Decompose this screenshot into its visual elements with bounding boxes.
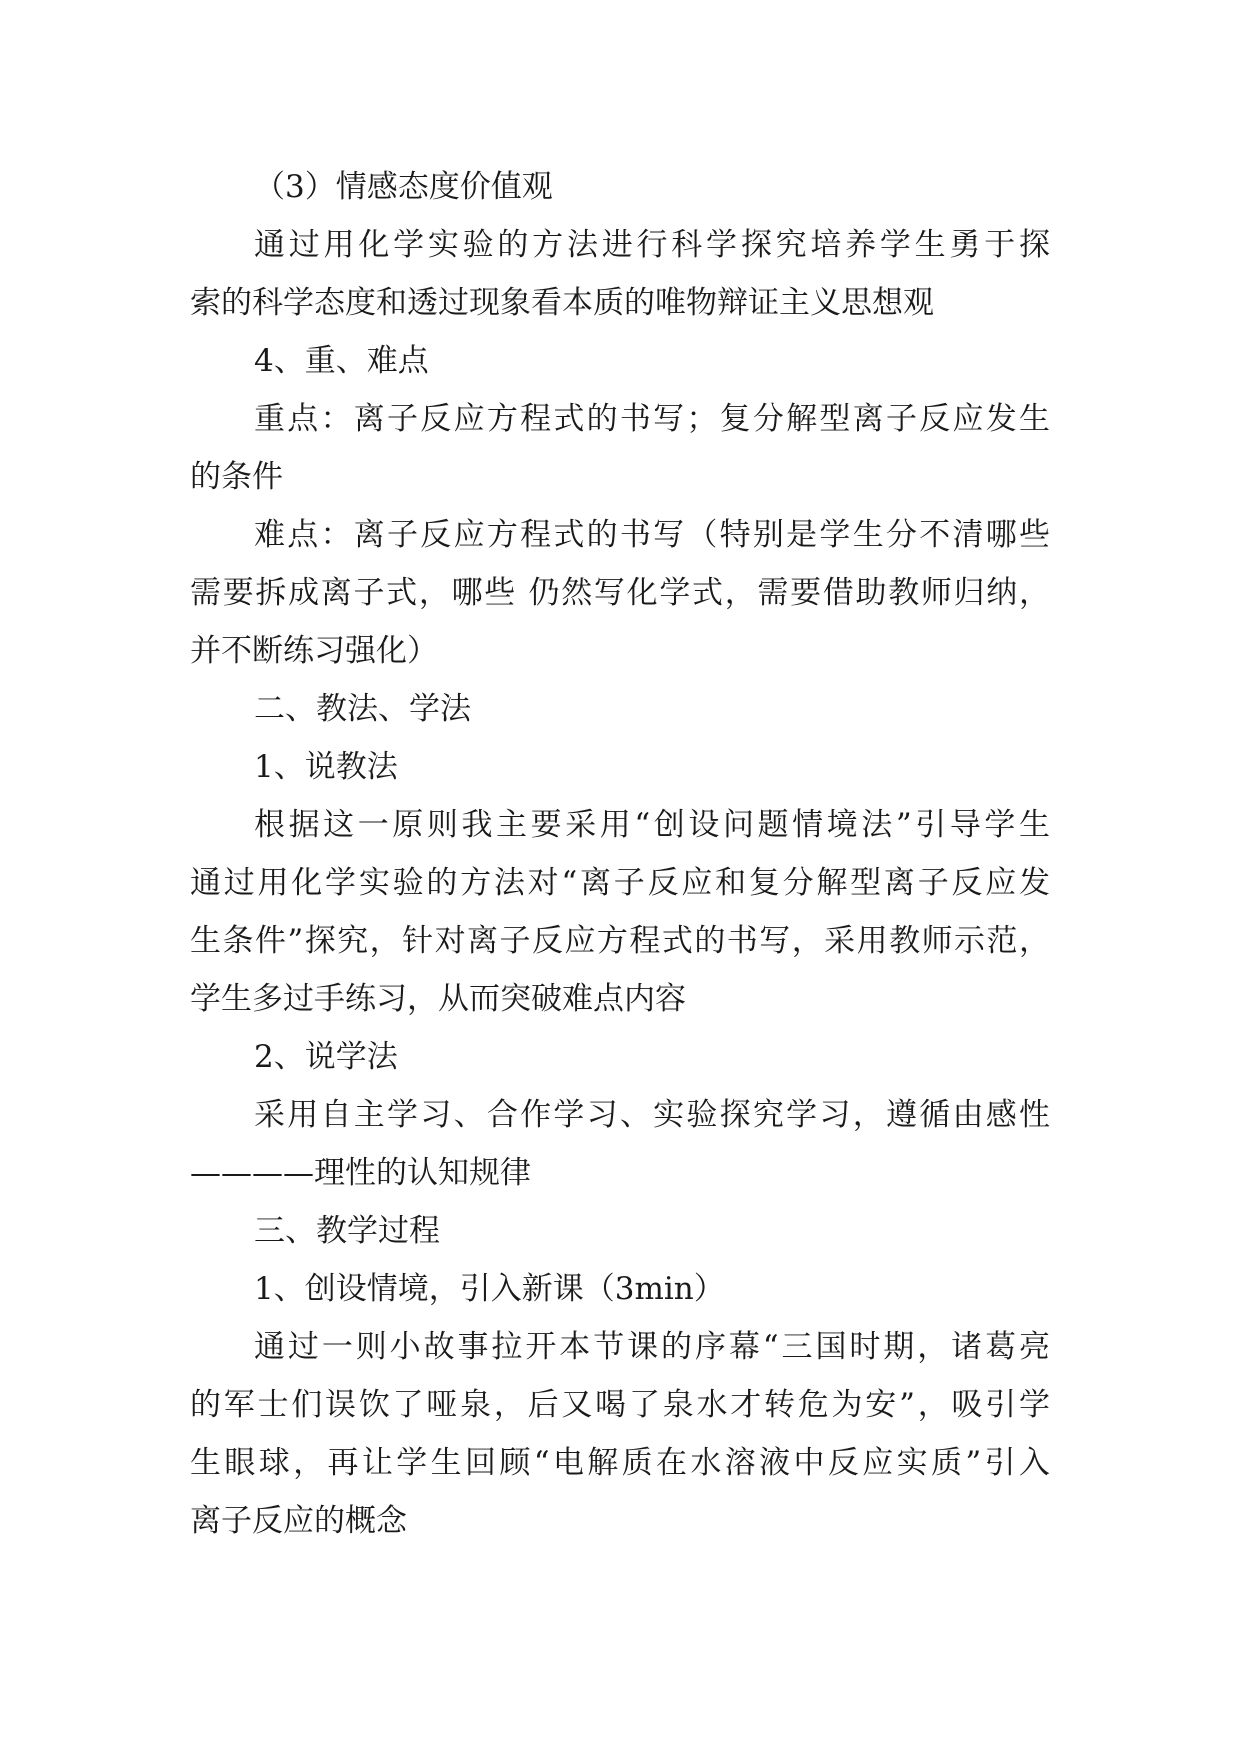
- heading-emotional-values: （3）情感态度价值观: [254, 169, 553, 205]
- paragraph-line: 通过用化学实验的方法对“离子反应和复分解型离子反应发: [190, 865, 1050, 901]
- heading-learning-method: 2、说学法: [254, 1039, 398, 1075]
- paragraph-line: 离子反应的概念: [190, 1503, 407, 1539]
- paragraph-line: 并不断练习强化）: [190, 633, 438, 669]
- paragraph-line: 生眼球，再让学生回顾“电解质在水溶液中反应实质”引入: [190, 1445, 1050, 1481]
- paragraph-line: 的条件: [190, 459, 283, 495]
- paragraph-line: 难点：离子反应方程式的书写（特别是学生分不清哪些: [254, 517, 1050, 553]
- paragraph-line: 的军士们误饮了哑泉，后又喝了泉水才转危为安”，吸引学: [190, 1387, 1050, 1423]
- heading-teaching-process: 三、教学过程: [254, 1213, 440, 1249]
- heading-key-difficult-points: 4、重、难点: [254, 343, 429, 379]
- paragraph-line: 重点：离子反应方程式的书写；复分解型离子反应发生: [254, 401, 1050, 437]
- paragraph-line: 需要拆成离子式，哪些 仍然写化学式，需要借助教师归纳，: [190, 575, 1050, 611]
- paragraph-line: ————理性的认知规律: [190, 1155, 531, 1191]
- paragraph-line: 通过一则小故事拉开本节课的序幕“三国时期，诸葛亮: [254, 1329, 1050, 1365]
- paragraph-line: 采用自主学习、合作学习、实验探究学习，遵循由感性: [254, 1097, 1050, 1133]
- paragraph-line: 索的科学态度和透过现象看本质的唯物辩证主义思想观: [190, 285, 934, 321]
- heading-teaching-learning-methods: 二、教法、学法: [254, 691, 471, 727]
- heading-create-situation: 1、创设情境，引入新课（3min）: [254, 1271, 725, 1307]
- paragraph-line: 生条件”探究，针对离子反应方程式的书写，采用教师示范，: [190, 923, 1050, 959]
- document-body: [190, 158, 1050, 1550]
- heading-teaching-method: 1、说教法: [254, 749, 398, 785]
- paragraph-line: 通过用化学实验的方法进行科学探究培养学生勇于探: [254, 227, 1050, 263]
- paragraph-line: 学生多过手练习，从而突破难点内容: [190, 981, 686, 1017]
- paragraph-line: 根据这一原则我主要采用“创设问题情境法”引导学生: [254, 807, 1050, 843]
